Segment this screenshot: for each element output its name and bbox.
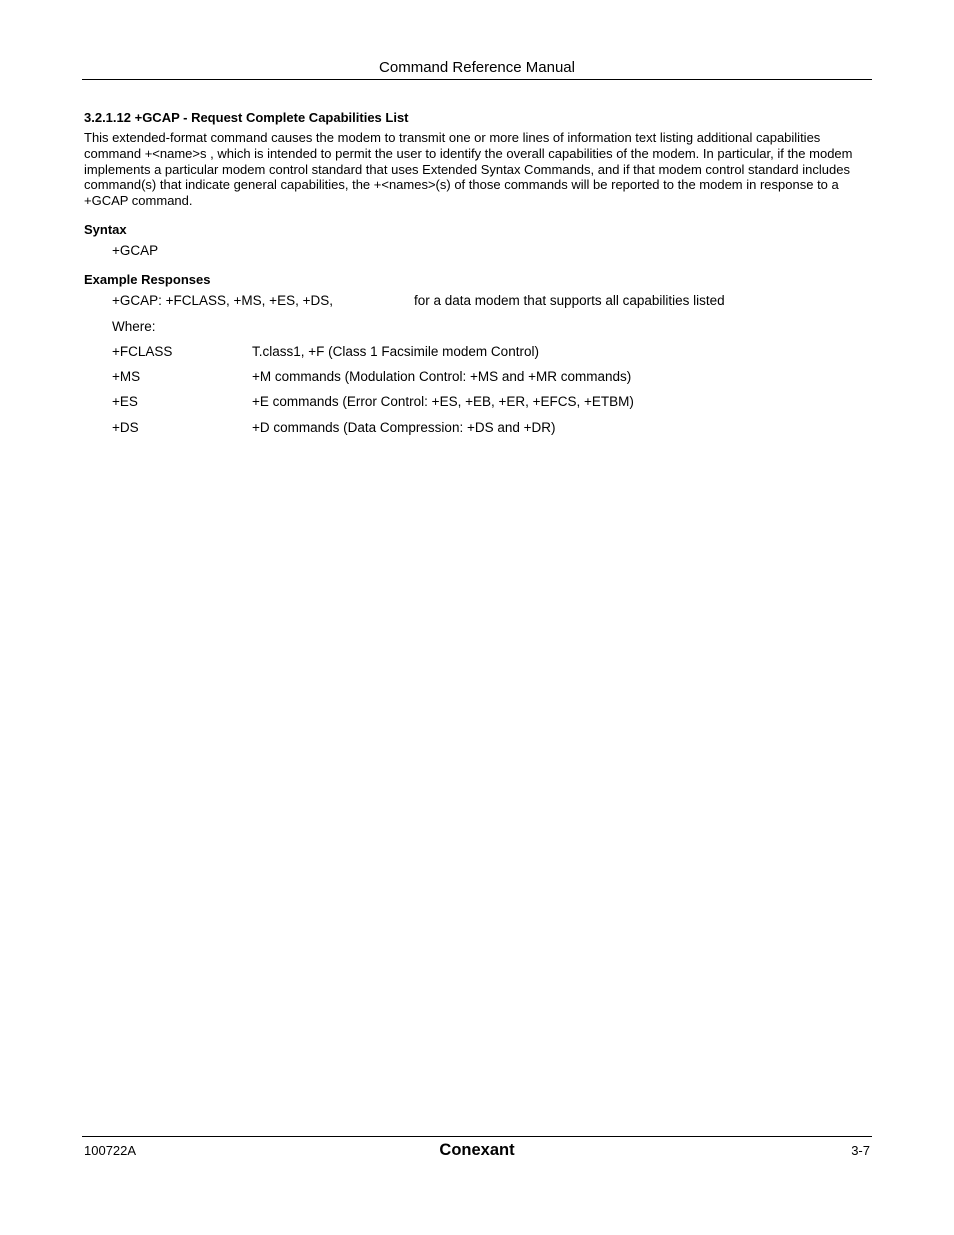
syntax-heading: Syntax [84,222,127,237]
capability-description: +E commands (Error Control: +ES, +EB, +ER, +EFCS, +ETBM) [252,394,634,409]
capability-code: +ES [112,394,138,409]
capability-code: +FCLASS [112,344,173,359]
syntax-command: +GCAP [112,243,159,258]
capability-code: +MS [112,369,141,384]
capability-description: +D commands (Data Compression: +DS and +DR) [252,420,556,435]
page-header-title: Command Reference Manual [379,59,575,76]
where-label: Where: [112,319,156,334]
capability-description: +M commands (Modulation Control: +MS and +MR commands) [252,369,632,384]
footer-page-number: 3-7 [851,1143,870,1158]
section-heading: 3.2.1.12 +GCAP - Request Complete Capabilities List [84,110,409,125]
footer-company: Conexant [439,1141,515,1159]
page-footer [82,1136,872,1167]
example-response: +GCAP: +FCLASS, +MS, +ES, +DS, [112,293,333,308]
capability-description: T.class1, +F (Class 1 Facsimile modem Control) [252,344,539,359]
example-response-description: for a data modem that supports all capabilities listed [414,293,725,308]
page-header [82,58,872,80]
footer-doc-number: 100722A [84,1143,137,1158]
intro-paragraph: This extended-format command causes the modem to transmit one or more lines of information text listing additional capabilities command +<name>s , which is intended to permit the user to identify the overall capabilities of the modem. In particular, if the modem implements a particular modem control standard that uses Extended Syntax Commands, and if that modem control standard includes command(s) that indicate general capabilities, the +<names>(s) of those commands will be reported to the modem in response to a +GCAP command. [84,130,853,209]
example-heading: Example Responses [84,272,211,287]
capability-code: +DS [112,420,139,435]
